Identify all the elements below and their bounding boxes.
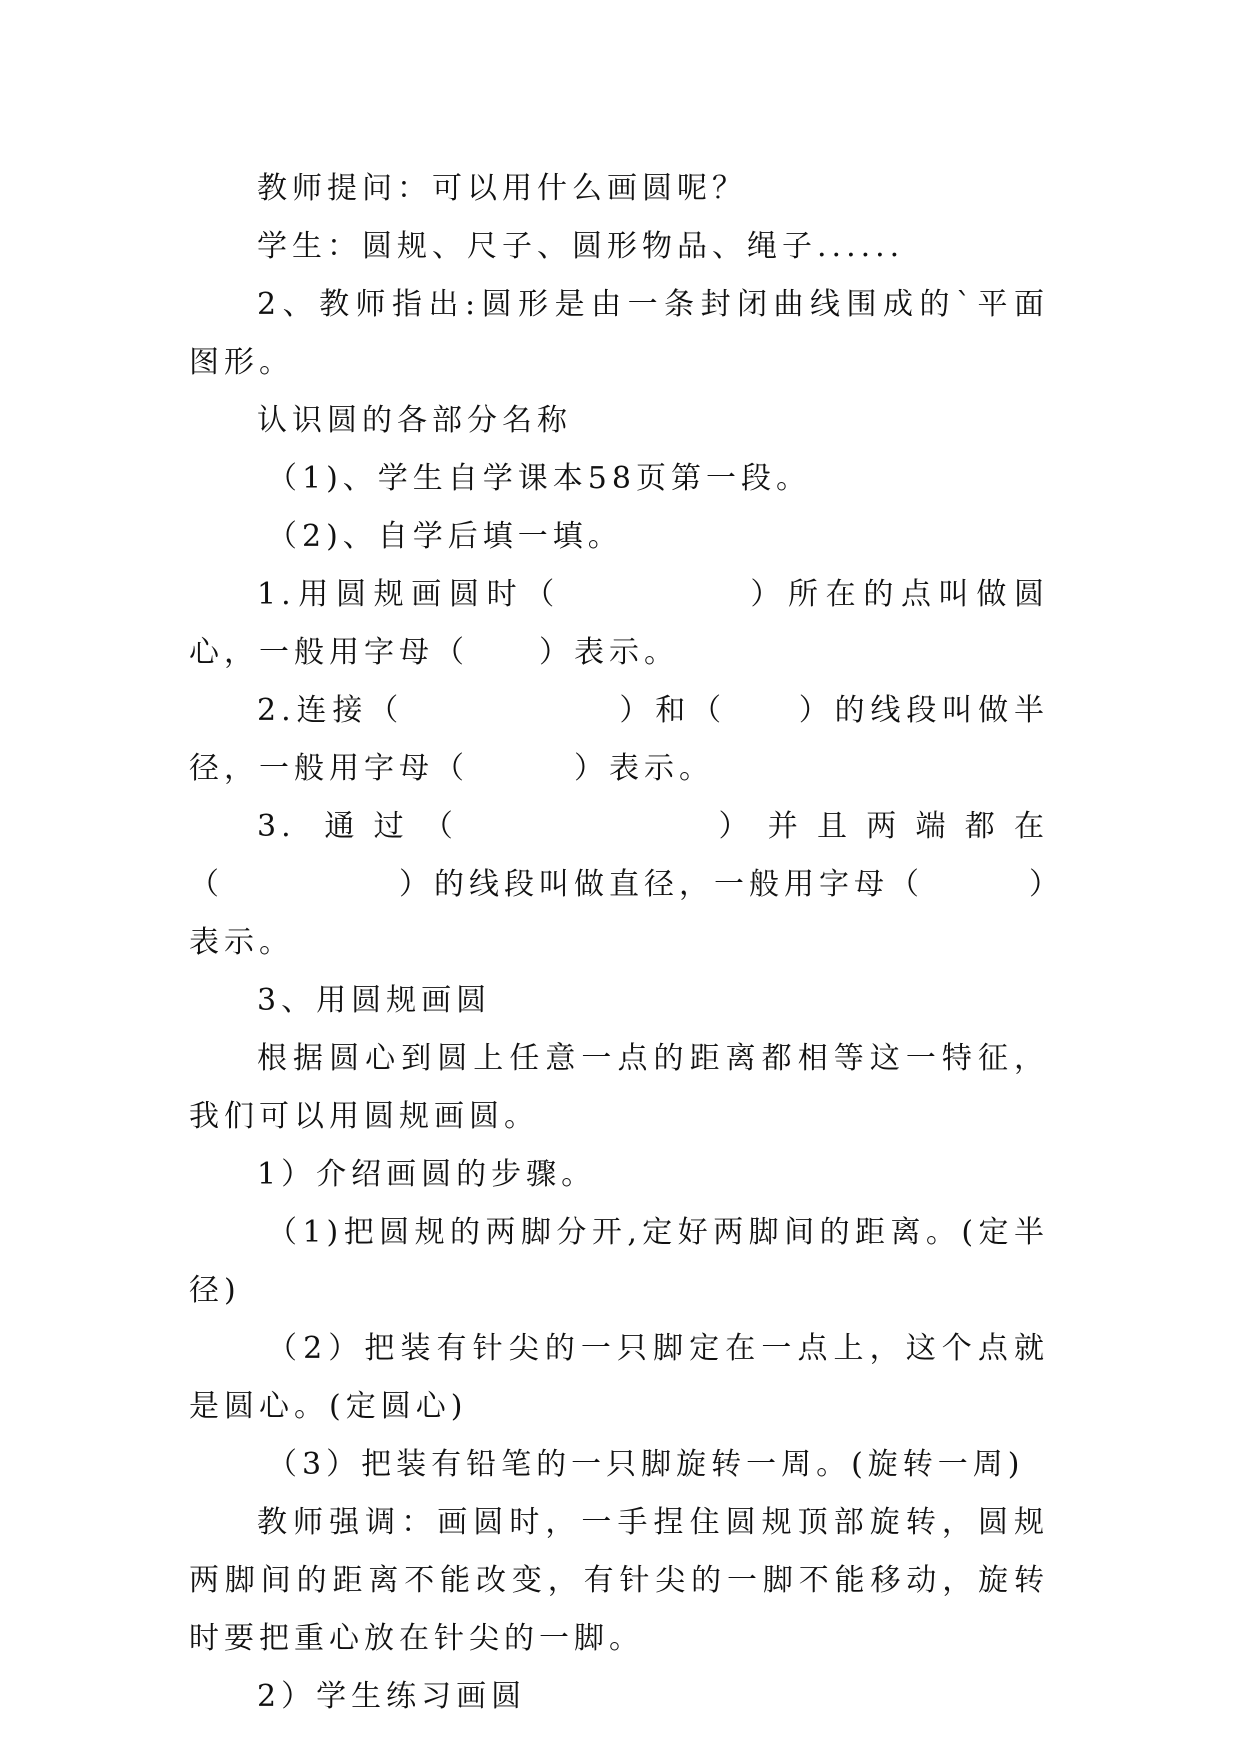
paragraph-teacher-question: 教师提问：可以用什么画圆呢？ [257, 171, 747, 206]
paragraph-section-heading: 认识圆的各部分名称 [257, 403, 572, 438]
paragraph-steps-intro: 1）介绍画圆的步骤。 [257, 1157, 597, 1192]
paragraph-question-1: 1.用圆规画圆时（ ）所在的点叫做圆心，一般用字母（ ）表示。 [189, 577, 1049, 670]
paragraph-circle-definition: 2、教师指出:圆形是由一条封闭曲线围成的`平面图形。 [189, 287, 1049, 380]
paragraph-student-practice: 2）学生练习画圆 [257, 1679, 527, 1714]
paragraph-question-2: 2.连接（ ）和（ ）的线段叫做半径，一般用字母（ ）表示。 [189, 693, 1049, 786]
paragraph-step-3: （3）把装有铅笔的一只脚旋转一周。(旋转一周) [267, 1447, 1025, 1482]
paragraph-step-2: （2）把装有针尖的一只脚定在一点上，这个点就是圆心。(定圆心) [189, 1331, 1049, 1424]
paragraph-fill-in: （2)、自学后填一填。 [267, 519, 623, 554]
paragraph-self-study: （1)、学生自学课本58页第一段。 [267, 461, 811, 496]
paragraph-compass-principle: 根据圆心到圆上任意一点的距离都相等这一特征，我们可以用圆规画圆。 [189, 1041, 1049, 1134]
paragraph-teacher-emphasis: 教师强调：画圆时，一手捏住圆规顶部旋转，圆规两脚间的距离不能改变，有针尖的一脚不能移动，旋转时要把重心放在针尖的一脚。 [189, 1505, 1049, 1656]
paragraph-step-1: （1)把圆规的两脚分开,定好两脚间的距离。(定半径) [189, 1215, 1049, 1308]
paragraph-compass-heading: 3、用圆规画圆 [257, 983, 492, 1018]
paragraph-student-answer: 学生：圆规、尺子、圆形物品、绳子...... [257, 229, 905, 264]
paragraph-question-3: 3. 通过（ ）并且两端都在（ ）的线段叫做直径，一般用字母（ ）表示。 [189, 809, 1049, 960]
document-body [189, 160, 1049, 1726]
